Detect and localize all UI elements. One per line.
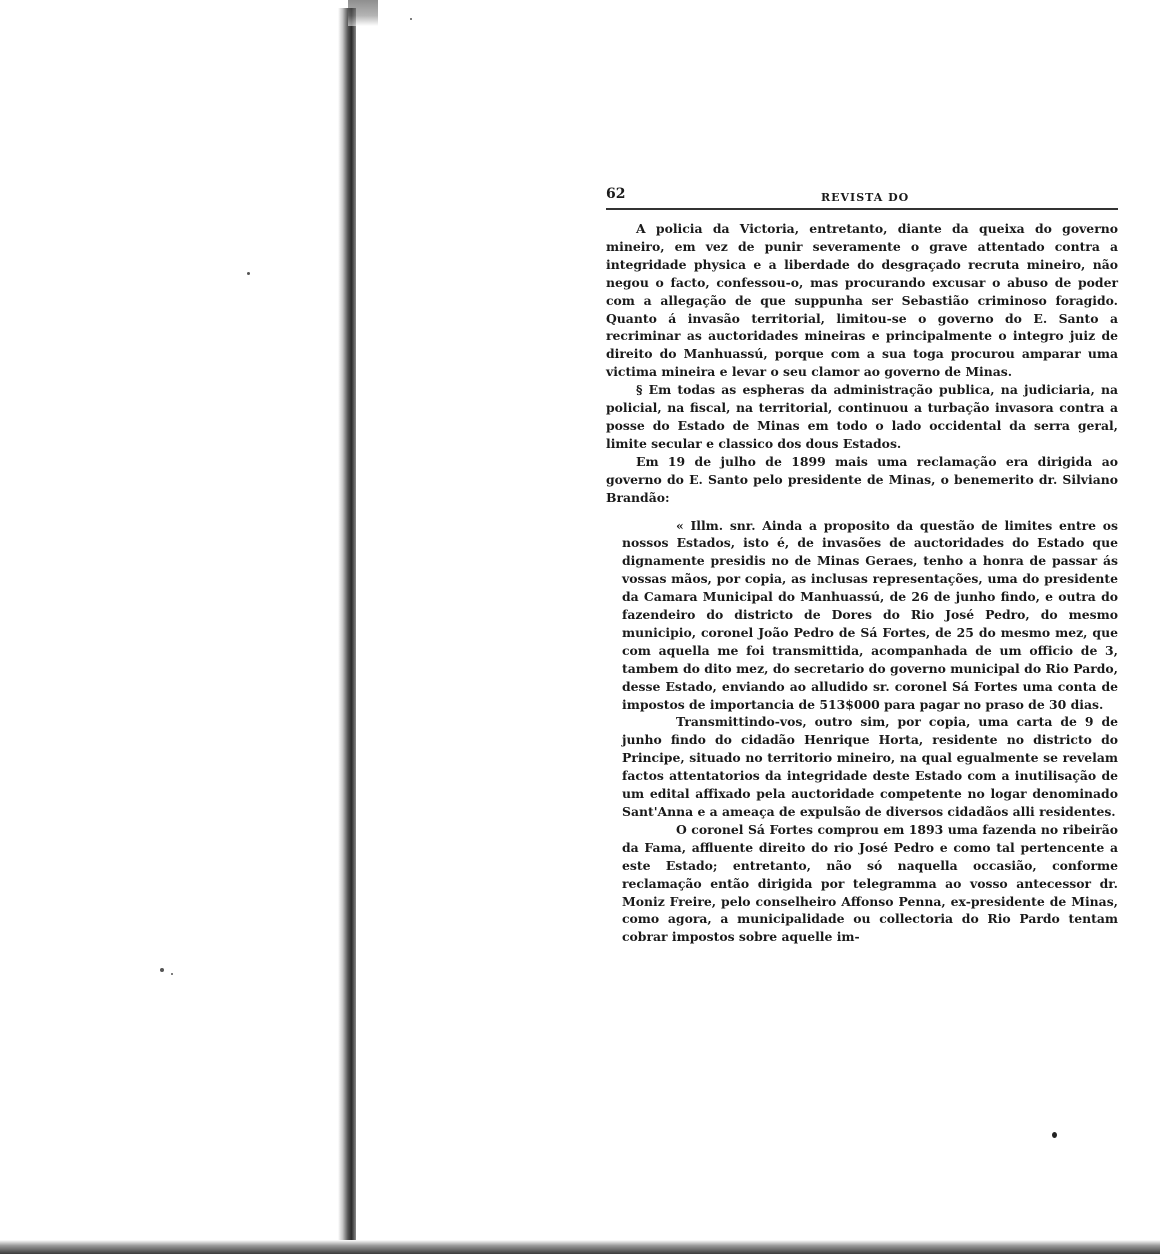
- ink-dot: [1052, 1132, 1057, 1138]
- quote-paragraph: « Illm. snr. Ainda a proposito da questão de limites entre os nossos Estados, isto é, de invasões de auctoridades do Estado que dignamente presidis no de Minas Geraes, tenho a honra de passar ás vossas mãos, por copia, as inclusas representações, uma do presidente da Camara Municipal do Manhuassú, de 26 de junho findo, e outra do fazendeiro do districto de Dores do Rio José Pedro, do mesmo municipio, coronel João Pedro de Sá Fortes, de 25 do mesmo mez, que com aquella me foi transmittida, acompanhada de um officio de 3, tambem do dito mez, do secretario do governo municipal do Rio Pardo, desse Estado, enviando ao alludido sr. coronel Sá Fortes uma conta de impostos de importancia de 513$000 para pagar no praso de 30 dias.: [622, 517, 1118, 712]
- scan-speck: [171, 973, 173, 975]
- book-page: [606, 186, 1118, 946]
- book-spine-shadow: [338, 8, 356, 1254]
- quoted-letter: [622, 517, 1118, 947]
- body-paragraph: Em 19 de julho de 1899 mais uma reclamação era dirigida ao governo do E. Santo pelo presidente de Minas, o benemerito dr. Silviano Brandão:: [606, 453, 1118, 505]
- scan-speck: [160, 968, 164, 972]
- scan-speck: [247, 272, 250, 275]
- scan-speck: [410, 18, 412, 20]
- quote-paragraph: O coronel Sá Fortes comprou em 1893 uma fazenda no ribeirão da Fama, affluente direito do rio José Pedro e como tal pertencente a este Estado; entretanto, não só naquella occasião, conforme reclamação então dirigida por telegramma ao vosso antecessor dr. Moniz Freire, pelo conselheiro Affonso Penna, ex-presidente de Minas, como agora, a municipalidade ou collectoria do Rio Pardo tentam cobrar impostos sobre aquelle im-: [622, 821, 1118, 945]
- body-paragraph: § Em todas as espheras da administração publica, na judiciaria, na policial, na fiscal, na territorial, continuou a turbação invasora contra a posse do Estado de Minas em todo o lado occidental da serra geral, limite secular e classico dos dous Estados.: [606, 382, 1118, 451]
- page-header: [606, 186, 1118, 210]
- page-number: 62: [606, 186, 626, 202]
- running-title: REVISTA DO: [821, 191, 910, 204]
- scan-top-shadow: [348, 0, 378, 26]
- quote-paragraph: Transmittindo-vos, outro sim, por copia, uma carta de 9 de junho findo do cidadão Henrique Horta, residente no districto do Principe, situado no territorio mineiro, na qual egualmente se revelam factos attentatorios da integridade deste Estado com a inutilisação de um edital affixado pela auctoridade competente no logar denominado Sant'Anna e a ameaça de expulsão de diversos cidadãos alli residentes.: [622, 714, 1118, 819]
- scan-bottom-edge: [0, 1240, 1160, 1254]
- body-paragraph: A policia da Victoria, entretanto, diante da queixa do governo mineiro, em vez de punir severamente o grave attentado contra a integridade physica e a liberdade do desgraçado recruta mineiro, não negou o facto, confessou-o, mas procurando excusar o abuso de poder com a allegação de que suppunha ser Sebastião criminoso foragido. Quanto á invasão territorial, limitou-se o governo do E. Santo a recriminar as auctoridades mineiras e principalmente o integro juiz de direito do Manhuassú, porque com a sua toga procurou amparar uma victima mineira e levar o seu clamor ao governo de Minas.: [606, 221, 1118, 380]
